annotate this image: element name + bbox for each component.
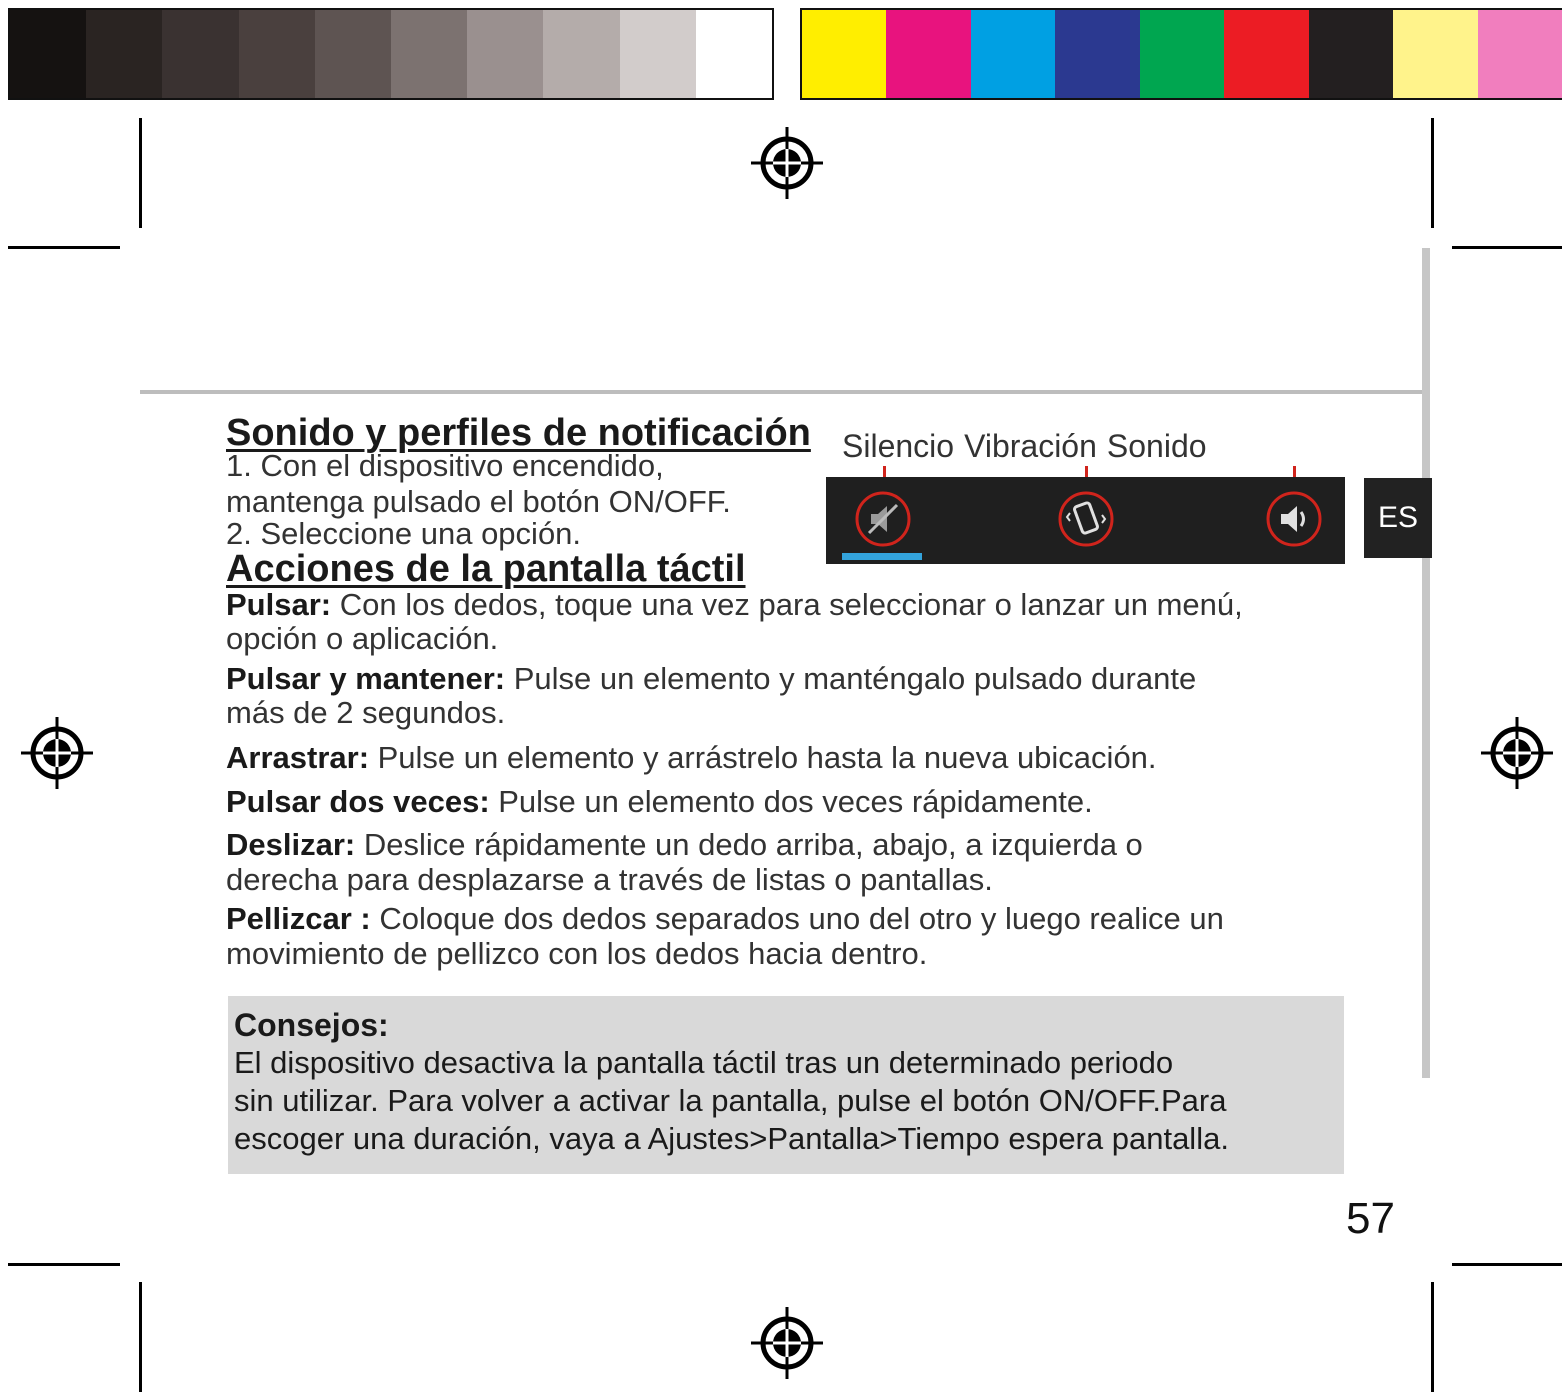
registration-mark-icon [748, 124, 826, 202]
crop-mark [8, 246, 120, 249]
crop-mark [139, 1282, 142, 1392]
registration-mark-icon [18, 714, 96, 792]
color-swatch [886, 10, 970, 98]
tips-box [228, 996, 1344, 1174]
sound-profile-bar [826, 477, 1345, 564]
action-item-continuation: derecha para desplazarse a través de listas o pantallas. [226, 862, 993, 897]
color-swatch [1309, 10, 1393, 98]
gray-swatch [10, 10, 86, 98]
color-swatch [971, 10, 1055, 98]
selected-profile-indicator [842, 553, 922, 560]
gray-swatch [543, 10, 619, 98]
gray-swatch [315, 10, 391, 98]
color-swatch [1055, 10, 1139, 98]
action-item [226, 901, 1224, 936]
color-swatch [802, 10, 886, 98]
speaker-icon[interactable] [1264, 489, 1324, 549]
gray-swatch [467, 10, 543, 98]
action-item-continuation: movimiento de pellizco con los dedos hacia dentro. [226, 936, 928, 971]
action-description: Con los dedos, toque una vez para seleccionar o lanzar un menú, [331, 587, 1243, 622]
instruction-line: mantenga pulsado el botón ON/OFF. [226, 484, 731, 519]
crop-mark [1431, 118, 1434, 228]
action-description: Pulse un elemento dos veces rápidamente. [489, 784, 1093, 819]
gray-swatch [620, 10, 696, 98]
crop-mark [8, 1263, 120, 1266]
color-swatch [1140, 10, 1224, 98]
action-term: Pulsar: [226, 587, 332, 622]
silent-icon[interactable] [853, 489, 913, 549]
action-item [226, 661, 1196, 696]
gray-swatch [239, 10, 315, 98]
label-vibracion: Vibración [964, 428, 1097, 464]
page-side-rule [1422, 248, 1430, 1078]
tips-line: El dispositivo desactiva la pantalla táctil tras un determinado periodo [234, 1045, 1174, 1080]
tips-line: escoger una duración, vaya a Ajustes>Pantalla>Tiempo espera pantalla. [234, 1121, 1229, 1156]
touch-actions-heading: Acciones de la pantalla táctil [226, 548, 746, 590]
page-top-rule [140, 390, 1424, 394]
action-item-continuation: opción o aplicación. [226, 621, 499, 656]
gray-swatch [696, 10, 772, 98]
tips-title: Consejos: [234, 1007, 389, 1043]
registration-mark-icon [748, 1304, 826, 1382]
action-term: Pulsar y mantener: [226, 661, 506, 696]
instruction-line: 1. Con el dispositivo encendido, [226, 448, 664, 483]
action-item [226, 587, 1243, 622]
action-description: Pulse un elemento y arrástrelo hasta la nueva ubicación. [369, 740, 1157, 775]
action-item [226, 784, 1093, 819]
action-term: Pulsar dos veces: [226, 784, 490, 819]
action-item [226, 827, 1143, 862]
crop-mark [139, 118, 142, 228]
instruction-line: 2. Seleccione una opción. [226, 516, 582, 551]
registration-mark-icon [1478, 714, 1556, 792]
action-term: Pellizcar : [226, 901, 371, 936]
action-description: Pulse un elemento y manténgalo pulsado durante [505, 661, 1197, 696]
color-calibration-strip [800, 8, 1562, 100]
label-silencio: Silencio [842, 428, 955, 464]
action-term: Deslizar: [226, 827, 356, 862]
sound-profiles-heading: Sonido y perfiles de notificación [226, 412, 811, 454]
gray-swatch [391, 10, 467, 98]
vibrate-icon[interactable] [1056, 489, 1116, 549]
gray-swatch [162, 10, 238, 98]
action-description: Deslice rápidamente un dedo arriba, abajo, a izquierda o [355, 827, 1143, 862]
language-tab: ES [1364, 478, 1432, 558]
tips-line: sin utilizar. Para volver a activar la pantalla, pulse el botón ON/OFF.Para [234, 1083, 1227, 1118]
color-swatch [1224, 10, 1308, 98]
page-number: 57 [1346, 1194, 1395, 1243]
crop-mark [1452, 246, 1562, 249]
grayscale-calibration-strip [8, 8, 774, 100]
action-description: Coloque dos dedos separados uno del otro y luego realice un [370, 901, 1224, 936]
action-term: Arrastrar: [226, 740, 370, 775]
action-item-continuation: más de 2 segundos. [226, 695, 506, 730]
color-swatch [1478, 10, 1562, 98]
color-swatch [1393, 10, 1477, 98]
crop-mark [1431, 1282, 1434, 1392]
profile-labels [842, 428, 1217, 465]
gray-swatch [86, 10, 162, 98]
label-sonido: Sonido [1106, 428, 1207, 464]
crop-mark [1452, 1263, 1562, 1266]
action-item [226, 740, 1157, 775]
